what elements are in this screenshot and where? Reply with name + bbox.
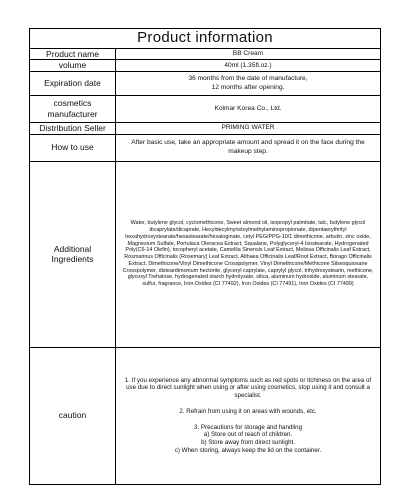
product-name-value: BB Cream	[116, 48, 381, 60]
caution-point-1: 1. If you experience any abnormal symptoms such as red spots or itchiness on the area of use due to direct sunlight when using or after using cosmetics, stop using it and consult a specialist.	[124, 376, 372, 400]
ingredients-label-line1: Additional	[53, 243, 92, 254]
caution-label: caution	[30, 347, 116, 484]
row-how-to-use	[30, 134, 381, 161]
ingredients-label	[30, 161, 116, 347]
expiration-value-line2: 12 months after opening.	[211, 83, 285, 91]
expiration-value-line1: 36 months from the date of manufacture,	[188, 75, 308, 83]
how-to-use-label: How to use	[30, 134, 116, 161]
distribution-label: Distribution Seller	[30, 123, 116, 135]
caution-point-3c: c) When storing, always keep the lid on the container.	[174, 446, 322, 454]
how-to-use-value: After basic use, take an appropriate amount and spread it on the face during the makeup step.	[116, 134, 381, 161]
ingredients-value: Water, butylene glycol, cyclomethicone, Sweet almond oil, isopropyl palmitate, talc, butylene glycol dicaprylate/dicaprate, Hexyldecylmyristoylmethylaminopropionate, dipentaerythrityl hexahydroxystearate/hexastearate/hexaloginate, cetyl PEG/PPG-10/1 dimethicone, arbutin, zinc oxide, Magnesium Sulfate, Portulaca Oleracea Extract, Squalane, Polyglyceryl-4 Isostearate, Hydrogenated Poly(C6-14 Olefin), tocopheryl acetate, Camellia Sinensis Leaf Extract, Melissa Officinalis Leaf Extract, Rosmarinus Officinalis (Rosemary) Leaf Extract, Althaea Officinalis Leaf/Root Extract, Borago Officinalis Extract, Dimethicone/Vinyl Dimethicone Crosspolymer, Vinyl Dimethicone/Methicone Silsesquioxane Crosspolymer, disteardimonium hectorite, glyceryl caprylate, caprylyl glycol, trihydroxystearin, methicone, glycosyl Trehalose, hydrogenated starch hydrolysate, silica, aluminum hydroxide, aluminum stearate, sulfur, fragrance, Iron Oxides (CI 77492), Iron Oxides (CI 77491), Iron Oxides (CI 77499)	[116, 161, 381, 347]
table-title: Product information	[30, 29, 381, 49]
caution-point-3a: a) Store out of reach of children.	[203, 431, 293, 439]
row-product-name	[30, 48, 381, 60]
product-info-sheet	[29, 28, 380, 485]
row-ingredients	[30, 161, 381, 347]
manufacturer-label-line2: manufacturer	[47, 109, 98, 119]
row-expiration	[30, 72, 381, 96]
manufacturer-label	[30, 96, 116, 123]
row-distribution	[30, 123, 381, 135]
caution-point-2: 2. Refrain from using it on areas with wounds, etc.	[179, 407, 317, 415]
manufacturer-label-line1: cosmetics	[53, 98, 92, 109]
product-info-table	[29, 28, 381, 485]
row-volume	[30, 60, 381, 72]
product-name-label: Product name	[30, 48, 116, 60]
volume-value: 40ml (1.35fl.oz.)	[116, 60, 381, 72]
expiration-label: Expiration date	[30, 72, 116, 96]
volume-label: volume	[30, 60, 116, 72]
caution-value	[116, 347, 381, 484]
expiration-value	[116, 72, 381, 96]
ingredients-label-line2: Ingredients	[51, 254, 94, 265]
row-caution	[30, 347, 381, 484]
caution-point-3b: b) Store away from direct sunlight.	[201, 439, 295, 447]
distribution-value: PRIMING WATER	[116, 123, 381, 135]
manufacturer-value: Kolmar Korea Co., Ltd.	[116, 96, 381, 123]
caution-point-3: 3. Precautions for storage and handling	[194, 423, 303, 431]
title-row	[30, 29, 381, 49]
row-manufacturer	[30, 96, 381, 123]
